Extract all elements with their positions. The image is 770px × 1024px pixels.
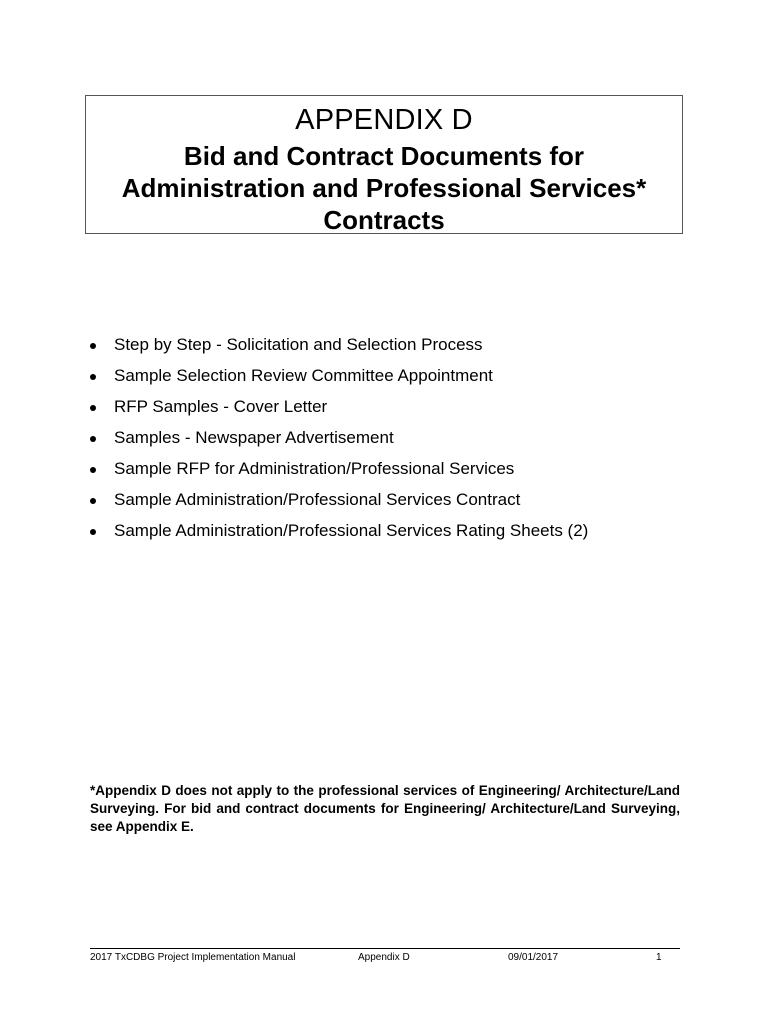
footer-appendix: Appendix D: [358, 952, 410, 963]
list-item-text: Step by Step - Solicitation and Selection Process: [114, 335, 483, 354]
list-item: [90, 517, 588, 548]
list-item-text: RFP Samples - Cover Letter: [114, 397, 328, 416]
list-item: [90, 455, 588, 486]
list-item: [90, 424, 588, 455]
list-item-text: Sample Administration/Professional Services Contract: [114, 490, 521, 509]
footer-divider: [90, 948, 680, 949]
list-item: [90, 393, 588, 424]
list-item-text: Sample Administration/Professional Services Rating Sheets (2): [114, 521, 589, 540]
list-item-text: Sample Selection Review Committee Appointment: [114, 366, 493, 385]
bullet-icon: [90, 436, 96, 442]
footnote: *Appendix D does not apply to the professional services of Engineering/ Architecture/Land Surveying. For bid and contract documents for Engineering/ Architecture/Land Surveying, see Appendix E.: [90, 783, 680, 834]
subtitle-line: Bid and Contract Documents for: [183, 141, 585, 171]
list-item: [90, 331, 588, 362]
contents-list: [90, 331, 588, 548]
title-box: [85, 95, 683, 234]
bullet-icon: [90, 343, 96, 349]
bullet-icon: [90, 529, 96, 535]
list-item: [90, 362, 588, 393]
list-item: [90, 486, 588, 517]
page-number: 1: [656, 952, 662, 963]
bullet-icon: [90, 498, 96, 504]
footer-manual-title: 2017 TxCDBG Project Implementation Manual: [90, 952, 296, 963]
footer-date: 09/01/2017: [508, 952, 559, 963]
list-item-text: Samples - Newspaper Advertisement: [114, 428, 394, 447]
bullet-icon: [90, 467, 96, 473]
subtitle-line: Contracts: [323, 205, 445, 235]
bullet-icon: [90, 374, 96, 380]
list-item-text: Sample RFP for Administration/Professional Services: [114, 459, 515, 478]
subtitle-line: Administration and Professional Services*: [121, 173, 647, 203]
appendix-title: APPENDIX D: [295, 104, 473, 136]
appendix-subtitle: [86, 140, 682, 236]
bullet-icon: [90, 405, 96, 411]
